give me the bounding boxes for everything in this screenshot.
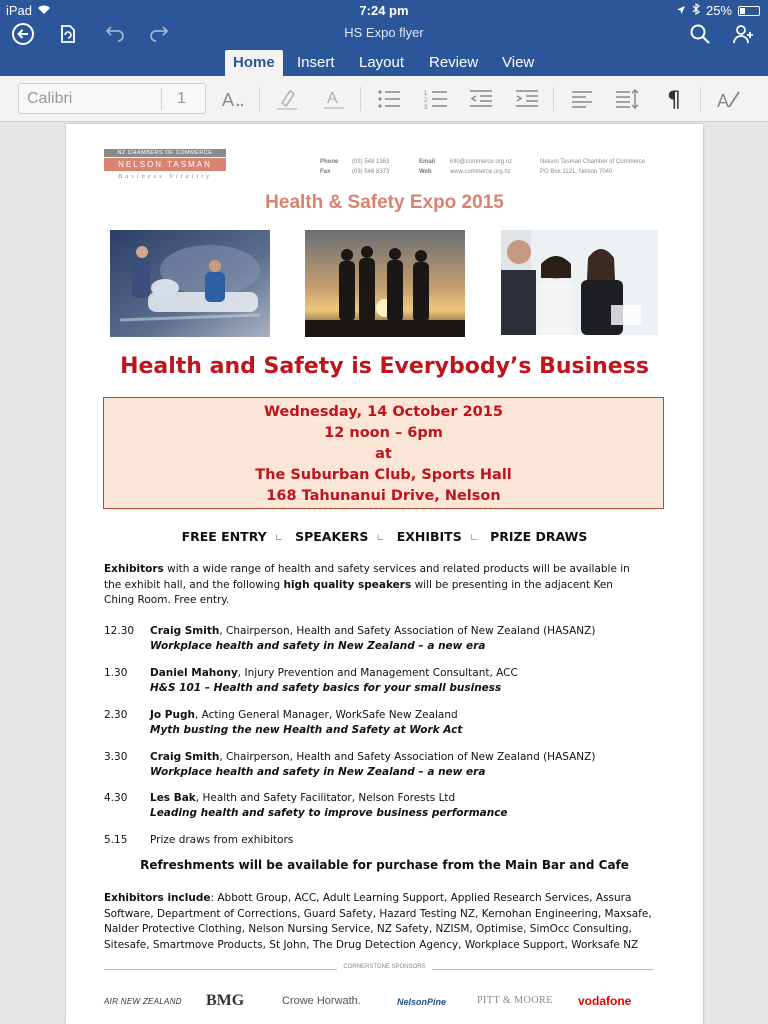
ribbon-divider bbox=[360, 87, 361, 111]
phone-label: Phone bbox=[320, 159, 339, 165]
photo-business-meeting bbox=[501, 230, 658, 335]
svg-text:A: A bbox=[717, 91, 730, 111]
speaker-name: Les Bak bbox=[150, 792, 196, 804]
line-spacing-icon[interactable] bbox=[614, 87, 640, 111]
bullets-icon[interactable] bbox=[376, 87, 402, 111]
speaker-name: Craig Smith bbox=[150, 751, 220, 763]
expo-title: Health & Safety Expo 2015 bbox=[265, 192, 504, 213]
speaker-name: Daniel Mahony bbox=[150, 667, 238, 679]
ribbon-tabs bbox=[0, 50, 768, 76]
svg-text:2: 2 bbox=[424, 98, 428, 104]
speaker-role: , Chairperson, Health and Safety Association of New Zealand (HASANZ) bbox=[219, 751, 596, 763]
ribbon-divider bbox=[553, 87, 554, 111]
logo-tagline: Business Vitality bbox=[117, 173, 213, 180]
font-color-icon[interactable] bbox=[321, 87, 347, 111]
app-toolbar bbox=[0, 20, 768, 48]
highlight-free-entry: FREE ENTRY bbox=[181, 529, 267, 544]
speaker-role: Prize draws from exhibitors bbox=[150, 834, 294, 846]
talk-title: Workplace health and safety in New Zealand – a new era bbox=[150, 640, 486, 652]
schedule-time: 1.30 bbox=[104, 667, 128, 679]
font-box-divider bbox=[161, 88, 162, 110]
highlights-row bbox=[66, 529, 703, 544]
styles-icon[interactable] bbox=[716, 87, 742, 111]
add-person-icon[interactable] bbox=[731, 22, 755, 46]
align-left-icon[interactable] bbox=[569, 87, 595, 111]
bluetooth-icon bbox=[692, 3, 700, 18]
event-details-box bbox=[103, 397, 664, 509]
paragraph-marks-icon[interactable] bbox=[662, 87, 688, 111]
schedule-speaker bbox=[150, 833, 293, 849]
ribbon-divider bbox=[259, 87, 260, 111]
schedule-time: 2.30 bbox=[104, 709, 128, 721]
sponsor-pitt-moore: PITT & MOORE bbox=[477, 995, 553, 1006]
event-at: at bbox=[375, 446, 392, 462]
logo-line-2: NELSON TASMAN bbox=[104, 158, 226, 171]
search-icon[interactable] bbox=[688, 22, 712, 46]
bullet-icon: ∟ bbox=[274, 533, 284, 544]
schedule-time: 3.30 bbox=[104, 751, 128, 763]
schedule-time: 4.30 bbox=[104, 792, 128, 804]
bullet-icon: ∟ bbox=[469, 533, 479, 544]
font-name[interactable]: Calibri bbox=[27, 90, 73, 107]
web-label: Web bbox=[419, 169, 432, 175]
postal-address bbox=[540, 157, 645, 177]
increase-indent-icon[interactable] bbox=[514, 87, 540, 111]
tab-home[interactable]: Home bbox=[225, 50, 283, 76]
talk-title: Myth busting the new Health and Safety at Work Act bbox=[150, 724, 463, 736]
bullet-icon: ∟ bbox=[376, 533, 385, 544]
tab-insert[interactable]: Insert bbox=[297, 54, 335, 71]
sponsors-heading bbox=[66, 964, 703, 970]
schedule-speaker bbox=[150, 708, 458, 724]
highlight-speakers: SPEAKERS bbox=[295, 529, 369, 544]
event-date: Wednesday, 14 October 2015 bbox=[264, 404, 503, 420]
highlighter-icon[interactable] bbox=[274, 87, 300, 111]
speaker-role: , Acting General Manager, WorkSafe New Zealand bbox=[194, 709, 458, 721]
chamber-logo bbox=[104, 149, 226, 180]
event-time: 12 noon – 6pm bbox=[324, 425, 443, 441]
sponsor-vodafone: vodafone bbox=[578, 994, 632, 1008]
highlight-prize-draws: PRIZE DRAWS bbox=[490, 529, 588, 544]
contact-values-2 bbox=[450, 157, 512, 177]
document-title: HS Expo flyer bbox=[344, 25, 424, 40]
intro-bold-2: high quality speakers bbox=[283, 578, 412, 591]
font-grow-icon[interactable] bbox=[221, 87, 247, 111]
location-icon bbox=[676, 3, 686, 18]
status-bar bbox=[0, 0, 768, 20]
highlight-exhibits: EXHIBITS bbox=[396, 529, 462, 544]
tab-layout[interactable]: Layout bbox=[359, 54, 405, 71]
sponsors-heading-text: CORNERSTONE SPONSORS bbox=[337, 964, 431, 970]
event-venue: The Suburban Club, Sports Hall bbox=[255, 467, 512, 483]
schedule-speaker bbox=[150, 791, 455, 807]
speaker-role: , Injury Prevention and Management Consultant, ACC bbox=[237, 667, 518, 679]
battery-icon bbox=[738, 6, 760, 16]
schedule-time: 5.15 bbox=[104, 834, 128, 846]
tab-review[interactable]: Review bbox=[429, 54, 479, 71]
speaker-name: Craig Smith bbox=[150, 625, 220, 637]
clock: 7:24 pm bbox=[359, 3, 409, 18]
speaker-name: Jo Pugh bbox=[150, 709, 195, 721]
speaker-role: , Health and Safety Facilitator, Nelson Forests Ltd bbox=[195, 792, 456, 804]
numbering-icon[interactable] bbox=[423, 87, 449, 111]
tab-view[interactable]: View bbox=[502, 54, 535, 71]
fax-label: Fax bbox=[320, 169, 331, 175]
speaker-role: , Chairperson, Health and Safety Association of New Zealand (HASANZ) bbox=[219, 625, 596, 637]
organisation-name: Nelson Tasman Chamber of Commerce bbox=[540, 159, 646, 165]
email-label: Email bbox=[419, 159, 436, 165]
svg-text:A: A bbox=[222, 90, 235, 110]
fax-number: (03) 546 8373 bbox=[352, 169, 390, 175]
battery-percent: 25% bbox=[705, 3, 732, 18]
talk-title: Workplace health and safety in New Zealand – a new era bbox=[150, 766, 486, 778]
logo-line-1: NZ CHAMBERS OF COMMERCE bbox=[104, 149, 226, 157]
app-bar bbox=[0, 0, 768, 76]
schedule-time: 12.30 bbox=[104, 625, 135, 637]
schedule-speaker bbox=[150, 666, 518, 682]
schedule-speaker bbox=[150, 624, 595, 640]
contact-labels-2 bbox=[419, 157, 435, 177]
exhibitors-paragraph bbox=[104, 891, 664, 953]
svg-text:1: 1 bbox=[424, 91, 428, 97]
sponsor-crowe-horwath: Crowe Horwath. bbox=[282, 995, 361, 1007]
redo-icon[interactable] bbox=[147, 22, 171, 46]
sponsor-nelsonpine: NelsonPine bbox=[397, 997, 447, 1007]
headline: Health and Safety is Everybody’s Business bbox=[120, 354, 649, 379]
ribbon-divider bbox=[700, 87, 701, 111]
phone-number: (03) 548 1363 bbox=[352, 159, 390, 165]
intro-text-2: will be presenting in the adjacent Ken Ching Room. Free entry. bbox=[104, 578, 613, 606]
schedule-speaker bbox=[150, 750, 595, 766]
svg-text:¶: ¶ bbox=[667, 88, 681, 111]
exhibitors-list: : Abbott Group, ACC, Adult Learning Support, Applied Research Services, Assura Software, Department of Corrections, Guard Safety, Hazard Testing NZ, Kernohan Engineering, Maxsafe, Nalder Protective Clothing, Nelson Nursing Service, NZ Safety, NZISM, Optimise, SimOcc Consulting, Sitesafe, Smartmove Products, St John, The Drug Detection Agency, Workplace Support, Worksafe NZ bbox=[104, 892, 652, 951]
document-page[interactable] bbox=[66, 124, 703, 1024]
file-sync-icon[interactable] bbox=[56, 22, 80, 46]
contact-values-1 bbox=[352, 157, 389, 177]
event-address: 168 Tahunanui Drive, Nelson bbox=[266, 488, 501, 504]
sponsor-air-new-zealand: AIR NEW ZEALAND bbox=[104, 997, 182, 1006]
web-address: www.commerce.org.nz bbox=[450, 169, 511, 175]
font-size[interactable]: 1 bbox=[177, 90, 186, 107]
intro-bold-1: Exhibitors bbox=[104, 563, 164, 575]
email-address: info@commerce.org.nz bbox=[450, 159, 513, 165]
refreshments-note: Refreshments will be available for purchase from the Main Bar and Cafe bbox=[140, 858, 629, 872]
ribbon bbox=[0, 76, 768, 122]
sponsor-bmg: BMG bbox=[206, 992, 245, 1009]
back-icon[interactable] bbox=[11, 22, 35, 46]
svg-text:3: 3 bbox=[424, 105, 428, 111]
contact-labels-1 bbox=[320, 157, 338, 177]
talk-title: H&S 101 – Health and safety basics for your small business bbox=[150, 682, 502, 694]
photo-workers-sunset bbox=[305, 230, 465, 337]
device-name: iPad bbox=[6, 3, 33, 18]
intro-text-1: with a wide range of health and safety services and related products will be available in the exhibit hall, and the following bbox=[104, 563, 630, 591]
decrease-indent-icon[interactable] bbox=[468, 87, 494, 111]
font-selector[interactable] bbox=[18, 83, 206, 114]
intro-paragraph bbox=[104, 562, 644, 609]
undo-icon[interactable] bbox=[103, 22, 127, 46]
svg-text:A: A bbox=[327, 90, 338, 107]
exhibitors-label: Exhibitors include bbox=[104, 892, 211, 904]
po-box: PO Box 1121, Nelson 7040 bbox=[540, 169, 613, 175]
photo-medical-emergency bbox=[110, 230, 270, 337]
talk-title: Leading health and safety to improve business performance bbox=[150, 807, 508, 819]
